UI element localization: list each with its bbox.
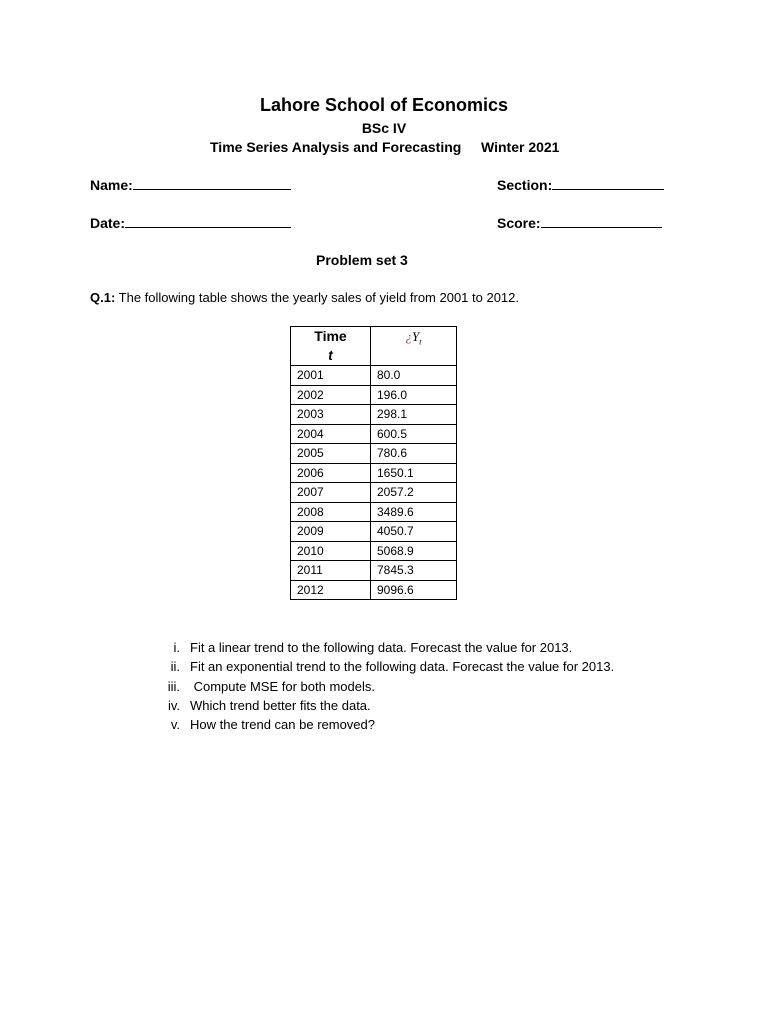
question-text: The following table shows the yearly sales of yield from 2001 to 2012.	[115, 290, 520, 305]
yield-cell: 2057.2	[371, 483, 457, 503]
course-title: Time Series Analysis and Forecasting	[210, 139, 462, 155]
task-number: i.	[173, 640, 180, 655]
time-cell: 2004	[291, 424, 371, 444]
table-row	[291, 561, 457, 581]
program-label: BSc IV	[361, 120, 407, 136]
name-blank[interactable]	[133, 176, 291, 190]
task-number: iv.	[167, 697, 180, 713]
task-text: Fit an exponential trend to the following data. Forecast the value for 2013.	[190, 659, 615, 675]
score-blank[interactable]	[541, 214, 662, 228]
task-number: iii.	[167, 678, 180, 694]
yield-header-symbol	[405, 329, 422, 347]
yield-cell: 780.6	[371, 444, 457, 464]
yield-cell: 5068.9	[371, 541, 457, 561]
section-field	[497, 176, 664, 193]
yield-cell: 3489.6	[371, 502, 457, 522]
time-cell: 2005	[291, 444, 371, 464]
time-cell: 2007	[291, 483, 371, 503]
task-text: Which trend better fits the data.	[190, 697, 371, 713]
yield-cell: 600.5	[371, 424, 457, 444]
yield-header-sub: t	[419, 337, 422, 347]
table-header-row	[291, 327, 457, 366]
name-field	[90, 176, 291, 193]
task-text: Compute MSE for both models.	[190, 678, 375, 694]
question-label: Q.1:	[90, 290, 116, 305]
section-blank[interactable]	[552, 176, 664, 190]
yield-cell: 9096.6	[371, 580, 457, 600]
question-1	[90, 290, 519, 305]
yield-cell: 196.0	[371, 385, 457, 405]
time-header-label: Time	[314, 328, 347, 344]
yield-cell: 80.0	[371, 366, 457, 386]
yield-column-header	[371, 327, 457, 366]
section-label: Section:	[497, 177, 553, 193]
time-column-header	[291, 327, 371, 366]
yield-cell: 4050.7	[371, 522, 457, 542]
yield-cell: 1650.1	[371, 463, 457, 483]
table-row	[291, 366, 457, 386]
term-label: Winter 2021	[481, 139, 560, 155]
sales-table	[290, 326, 457, 600]
task-item	[150, 679, 710, 695]
table-row	[291, 463, 457, 483]
time-cell: 2008	[291, 502, 371, 522]
time-cell: 2006	[291, 463, 371, 483]
table-row	[291, 444, 457, 464]
time-cell: 2012	[291, 580, 371, 600]
yield-cell: 7845.3	[371, 561, 457, 581]
task-item	[150, 659, 710, 675]
yield-header-prefix: ¿	[405, 329, 413, 344]
task-text: Fit a linear trend to the following data. Forecast the value for 2013.	[190, 640, 573, 655]
time-header-symbol: t	[328, 347, 333, 363]
score-field	[497, 214, 662, 231]
task-number: ii.	[170, 659, 180, 675]
table-row	[291, 483, 457, 503]
table-row	[291, 405, 457, 425]
task-item	[150, 640, 710, 656]
time-cell: 2001	[291, 366, 371, 386]
table-row	[291, 502, 457, 522]
task-item	[150, 717, 710, 733]
date-label: Date:	[90, 215, 126, 231]
date-blank[interactable]	[125, 214, 291, 228]
score-label: Score:	[497, 215, 541, 231]
date-field	[90, 214, 291, 231]
time-cell: 2009	[291, 522, 371, 542]
school-title: Lahore School of Economics	[259, 95, 509, 115]
yield-header-var: Y	[412, 329, 420, 344]
table-row	[291, 541, 457, 561]
table-row	[291, 385, 457, 405]
task-number: v.	[170, 717, 180, 733]
time-cell: 2003	[291, 405, 371, 425]
name-label: Name:	[90, 177, 133, 193]
time-cell: 2010	[291, 541, 371, 561]
table-row	[291, 580, 457, 600]
table-row	[291, 424, 457, 444]
table-row	[291, 522, 457, 542]
yield-cell: 298.1	[371, 405, 457, 425]
problem-set-title: Problem set 3	[316, 252, 408, 268]
time-cell: 2002	[291, 385, 371, 405]
time-cell: 2011	[291, 561, 371, 581]
task-text: How the trend can be removed?	[190, 717, 375, 733]
task-item	[150, 698, 710, 714]
